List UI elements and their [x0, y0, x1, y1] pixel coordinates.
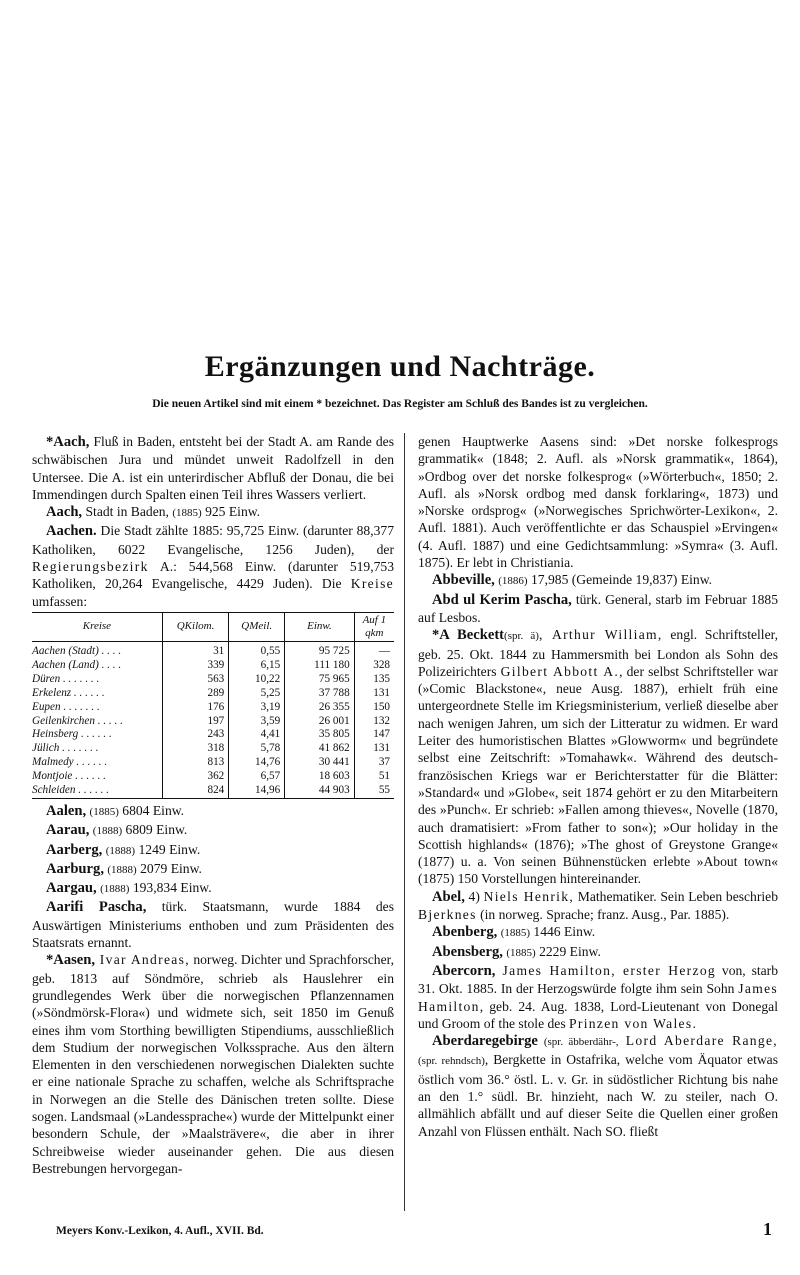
- left-column: [32, 433, 394, 1177]
- table-cell: 5,78: [229, 742, 285, 756]
- table-cell: 132: [354, 715, 394, 729]
- table-cell: 243: [162, 728, 228, 742]
- year-note: (1888): [105, 844, 136, 857]
- table-cell: 289: [162, 687, 228, 701]
- table-cell: 362: [162, 770, 228, 784]
- entry-text: Die Stadt zählte 1885: 95,725 Einw. (darunter 88,377 Katholiken, 6022 Evangelische, 1256 Juden), der: [32, 523, 394, 557]
- pronunciation-note: (spr. ä): [504, 630, 539, 643]
- entry-text: 1446 Einw.: [530, 924, 596, 940]
- entry-aasen: [32, 951, 394, 1177]
- spaced-term: , Arthur William,: [538, 627, 663, 643]
- table-row: [32, 770, 394, 784]
- headword: Abel,: [432, 888, 465, 905]
- table-cell: 26 355: [285, 701, 355, 715]
- table-cell: Montjoie . . . . . .: [32, 770, 106, 783]
- entry-abensberg: [418, 943, 778, 962]
- entry-abenberg: [418, 923, 778, 942]
- table-row: [32, 673, 394, 687]
- spaced-term: Lord Aberdare Range,: [618, 1033, 778, 1049]
- entry-text: genen Hauptwerke Aasens sind: »Det norske folkesprogs grammatik« (1848; 2. Aufl. als »Norsk grammatik«, 1864), »Ordbog over det norske folkesprog« (»Wörterbuch«, 1850; 2. Aufl. als »Norsk ordbog med dansk forklaring«, 1873) und »Norske ordsprog« (»Norwegisches Sprichwörter-Lexikon«, 2. Aufl. 1881). Auch veröffentlichte er das Schauspiel »Ervingen« (4. Aufl. 1887) und eine Gedichtsammlung: »Symra« (3. Aufl. 1875). Er lebt in Christiania.: [418, 434, 778, 571]
- column-header: Einw.: [285, 612, 355, 641]
- table-cell: —: [354, 641, 394, 658]
- table-row: [32, 687, 394, 701]
- entry-text: norweg. Dichter und Sprachforscher, geb. 1813 auf Söndmöre, schrieb als Hauslehrer ein grundlegendes Werk über die norwegischen Pflanzennamen (»Söndmörsk-Flora«) und widmete sich, seit 1850 im Genuß eines ihm vom Storthing bewilligten Stipendiums, ausschließlich dem Studium der norwegischen Volkssprache. Aus den ältern Elementen in den verschiedenen norwegischen Dialekten suchte er eine nationale Sprache zu schaffen, welche als Schriftsprache in Norwegen an die Stelle des Dänischen treten sollte. Diese sogen. Landsmaal (»Landessprache«) wurde der Mittelpunkt einer besondern Schule, der »Maalsträvere«, die aber in ihrer Schreibweise wieder auseinander gehen. Die aus diesen Bestrebungen hervorgegan-: [32, 952, 395, 1176]
- headword: Abd ul Kerim Pascha,: [432, 591, 572, 608]
- table-cell: 0,55: [229, 641, 285, 658]
- table-row: [32, 701, 394, 715]
- headword: Aarau,: [46, 822, 90, 839]
- table-cell: 563: [162, 673, 228, 687]
- entry-aarifi-pascha: [32, 898, 394, 951]
- entry-text: 193,834 Einw.: [129, 880, 212, 896]
- table-cell: 6,57: [229, 770, 285, 784]
- spaced-term: Prinzen von Wales: [569, 1015, 693, 1031]
- headword: Aberdaregebirge: [432, 1033, 538, 1050]
- headword: Abensberg,: [432, 943, 503, 960]
- entry-text: , Bergkette in Ostafrika, welche vom Äquator etwas östlich vom 36.° östl. L. v. Gr. in südöstlicher Richtung bis nahe an den 1.° südl. Br. hinzieht, nach W. zu steiler, nach O. allmählich abfällt und auf dieser Seite die Quellen einer großen Anzahl von Flüssen enthält. Nach SO. fließt: [418, 1052, 778, 1139]
- table-cell: 14,96: [229, 784, 285, 798]
- entry-aach-stadt: [32, 503, 394, 522]
- table-row: [32, 784, 394, 798]
- table-cell: 339: [162, 659, 228, 673]
- table-cell: 5,25: [229, 687, 285, 701]
- headword: Aach,: [46, 504, 83, 521]
- entry-text: 6804 Einw.: [118, 802, 185, 818]
- entry-text: Stadt in Baden,: [82, 504, 173, 520]
- headword: Aalen,: [46, 802, 87, 819]
- entry-abercorn: [418, 962, 778, 1032]
- spaced-term: Ivar Andreas,: [95, 952, 190, 968]
- spaced-term: James Hamilton: [418, 981, 778, 1014]
- entry-aargau: [32, 879, 394, 898]
- year-note: (1888): [92, 825, 123, 838]
- entry-text: von, starb 31. Okt. 1885. In der Herzogswürde folgte ihm sein Sohn: [418, 962, 778, 997]
- table-row: [32, 659, 394, 673]
- headword: *Aasen,: [46, 952, 96, 969]
- year-note: (1885): [506, 946, 536, 959]
- table-cell: Malmedy . . . . . .: [32, 756, 108, 769]
- table-cell: 3,19: [229, 701, 285, 715]
- table-cell: 3,59: [229, 715, 285, 729]
- headword: Abbeville,: [432, 572, 495, 589]
- entry-text: .: [692, 1015, 696, 1031]
- table-cell: Düren . . . . . . .: [32, 672, 100, 685]
- table-cell: 318: [162, 742, 228, 756]
- spaced-term: Bjerknes: [418, 907, 477, 923]
- table-cell: 95 725: [285, 641, 355, 658]
- headword: Aarberg,: [46, 841, 103, 858]
- table-cell: 26 001: [285, 715, 355, 729]
- table-cell: 135: [354, 673, 394, 687]
- headword: *A Beckett: [432, 627, 505, 644]
- table-row: [32, 756, 394, 770]
- entry-text: 925 Einw.: [201, 504, 261, 520]
- table-cell: 328: [354, 659, 394, 673]
- entry-text: umfassen:: [32, 593, 88, 609]
- table-cell: 176: [162, 701, 228, 715]
- table-cell: Schleiden . . . . . .: [32, 784, 162, 798]
- entry-aach-fluss: [32, 433, 394, 503]
- entry-text: 2079 Einw.: [136, 860, 202, 876]
- table-body: [32, 641, 394, 798]
- spaced-term: Kreise: [350, 576, 394, 592]
- table-cell: 6,15: [229, 659, 285, 673]
- pronunciation-note: (spr. äbberdähr-,: [543, 1036, 619, 1049]
- column-header: Auf 1 qkm: [354, 612, 394, 641]
- headword: Aargau,: [46, 880, 97, 897]
- table-cell: Erkelenz . . . . . .: [32, 686, 105, 699]
- entry-aberdaregebirge: [418, 1032, 778, 1140]
- table-cell: 30 441: [285, 756, 355, 770]
- table-cell: Aachen (Land) . . . .: [32, 658, 122, 671]
- headword: Aarifi Pascha,: [46, 899, 147, 916]
- headword: Aarburg,: [46, 860, 104, 877]
- year-note: (1888): [100, 883, 130, 896]
- table-cell: 10,22: [229, 673, 285, 687]
- entry-text: türk. General, starb im Februar 1885 auf Lesbos.: [418, 591, 778, 625]
- entry-abd-ul-kerim: [418, 591, 778, 627]
- table-row: [32, 715, 394, 729]
- table-row: [32, 641, 394, 658]
- table-cell: Geilenkirchen . . . . .: [32, 714, 123, 727]
- entry-text: türk. Staatsmann, wurde 1884 des Auswärtigen Ministeriums enthoben und zum Präsidenten des Staatsrats ernannt.: [32, 899, 394, 951]
- entry-abel: [418, 888, 778, 924]
- table-cell: 824: [162, 784, 228, 798]
- table-cell: 4,41: [229, 728, 285, 742]
- kreise-table: [32, 612, 394, 799]
- table-cell: 813: [162, 756, 228, 770]
- headword: Abercorn,: [432, 962, 496, 979]
- table-cell: Eupen . . . . . . .: [32, 700, 100, 713]
- headword: Abenberg,: [432, 924, 498, 941]
- year-note: (1885): [500, 927, 531, 940]
- table-cell: 18 603: [285, 770, 355, 784]
- entry-text: 1249 Einw.: [135, 841, 201, 857]
- headword: *Aach,: [46, 434, 90, 450]
- table-cell: 147: [354, 728, 394, 742]
- column-header: QMeil.: [229, 612, 285, 641]
- footer-source: Meyers Konv.-Lexikon, 4. Aufl., XVII. Bd.: [56, 1225, 264, 1237]
- headword: Aachen.: [46, 523, 97, 540]
- entry-text: 4): [464, 888, 484, 904]
- table-cell: 111 180: [285, 659, 355, 673]
- table-cell: 75 965: [285, 673, 355, 687]
- entry-aachen: [32, 522, 394, 609]
- entry-text: Mathematiker. Sein Leben beschrieb: [574, 888, 778, 904]
- entry-text: engl. Schriftsteller, geb. 25. Okt. 1844 zu Hammersmith bei London als Sohn des Polizeirichters: [418, 627, 778, 679]
- table-row: [32, 742, 394, 756]
- entry-text: , geb. 24. Aug. 1838, Lord-Lieutenant von Donegal und Groom of the stole des: [418, 998, 778, 1031]
- page-subtitle: Die neuen Artikel sind mit einem * bezeichnet. Das Register am Schluß des Bandes ist zu vergleichen.: [152, 398, 648, 410]
- right-column: [418, 433, 778, 1140]
- year-note: (1885): [172, 507, 202, 520]
- entry-aasen-continued: [418, 433, 778, 571]
- entry-text: Fluß in Baden, entsteht bei der Stadt A. am Rande des schwäbischen Jura und mündet unweit Radolfzell in den Untersee. Die A. ist ein unterirdischer Abfluß der Donau, die bei Immendingen durch Spalten einen Teil ihres Wassers verliert.: [32, 434, 394, 502]
- entry-text: , der selbst Schriftsteller war (»Comic Blackstone«, neue Ausg. 1887), erhielt früh eine untergeordnete Stelle im Kriegsministerium, verließ dieselbe aber nach wenigen Jahren, um sich der Litteratur zu widmen. Er ward Leiter des humoristischen Blattes »Glowworm« und begründete selbst eine Zeitschrift: »Tomahawk«. Während des deutsch-französischen Kriegs war er Berichterstatter für die Blätter: »Standard« und »Globe«, seit 1874 gehört er zu den Mitarbeitern des »Punch«. Er schrieb: »Fallen among thieves«, Novelle (1870, auch dramatisiert: »From father to son«); »Our holiday in the Scottish highlands« (1876); »The ghost of Greystone Grange« (1877) u. a. Von seinen Bühnenstücken erlebte »About town« (1875) 150 Vorstellungen hintereinander.: [418, 663, 778, 887]
- table-cell: 51: [354, 770, 394, 784]
- entry-text: 17,985 (Gemeinde 19,837) Einw.: [527, 572, 713, 588]
- year-note: (1888): [107, 863, 137, 876]
- table-row: [32, 728, 394, 742]
- entry-aarberg: [32, 841, 394, 860]
- table-cell: 41 862: [285, 742, 355, 756]
- entry-text: (in norweg. Sprache; franz. Ausg., Par. 1885).: [476, 907, 730, 923]
- entry-aarau: [32, 821, 394, 840]
- spaced-term: Regierungsbezirk: [32, 559, 149, 575]
- table-cell: 14,76: [229, 756, 285, 770]
- table-cell: 150: [354, 701, 394, 715]
- entry-aalen: [32, 802, 394, 821]
- entry-abbeville: [418, 571, 778, 590]
- table-cell: Jülich . . . . . . .: [32, 742, 99, 755]
- page-number: 1: [763, 1219, 772, 1239]
- table-cell: 197: [162, 715, 228, 729]
- table-cell: 55: [354, 784, 394, 798]
- spaced-term: James Hamilton, erster Herzog: [495, 962, 717, 978]
- entry-a-beckett: [418, 626, 778, 887]
- spaced-term: Niels Henrik,: [483, 888, 575, 904]
- column-header: QKilom.: [162, 612, 228, 641]
- table-cell: 131: [354, 742, 394, 756]
- page-title: Ergänzungen und Nachträge.: [204, 350, 596, 383]
- spaced-term: Gilbert Abbott A.: [500, 663, 620, 679]
- table-cell: Aachen (Stadt) . . . .: [32, 644, 122, 657]
- table-cell: 37 788: [285, 687, 355, 701]
- table-cell: 44 903: [285, 784, 355, 798]
- entry-aarburg: [32, 860, 394, 879]
- entry-text: 6809 Einw.: [122, 822, 188, 838]
- table-cell: 31: [162, 641, 228, 658]
- table-cell: 131: [354, 687, 394, 701]
- table-cell: Heinsberg . . . . . .: [32, 728, 112, 741]
- year-note: (1885): [89, 805, 119, 818]
- year-note: (1886): [498, 575, 528, 588]
- table-cell: 35 805: [285, 728, 355, 742]
- entry-text: A.: 544,568 Einw. (darunter 519,753 Katholiken, 20,264 Evangelische, 4429 Juden). Die: [32, 559, 394, 592]
- entry-text: 2229 Einw.: [535, 943, 601, 959]
- table-cell: 37: [354, 756, 394, 770]
- column-header: Kreise: [32, 612, 162, 641]
- pronunciation-note: (spr. rehndsch): [418, 1055, 485, 1068]
- column-divider: [404, 433, 405, 1211]
